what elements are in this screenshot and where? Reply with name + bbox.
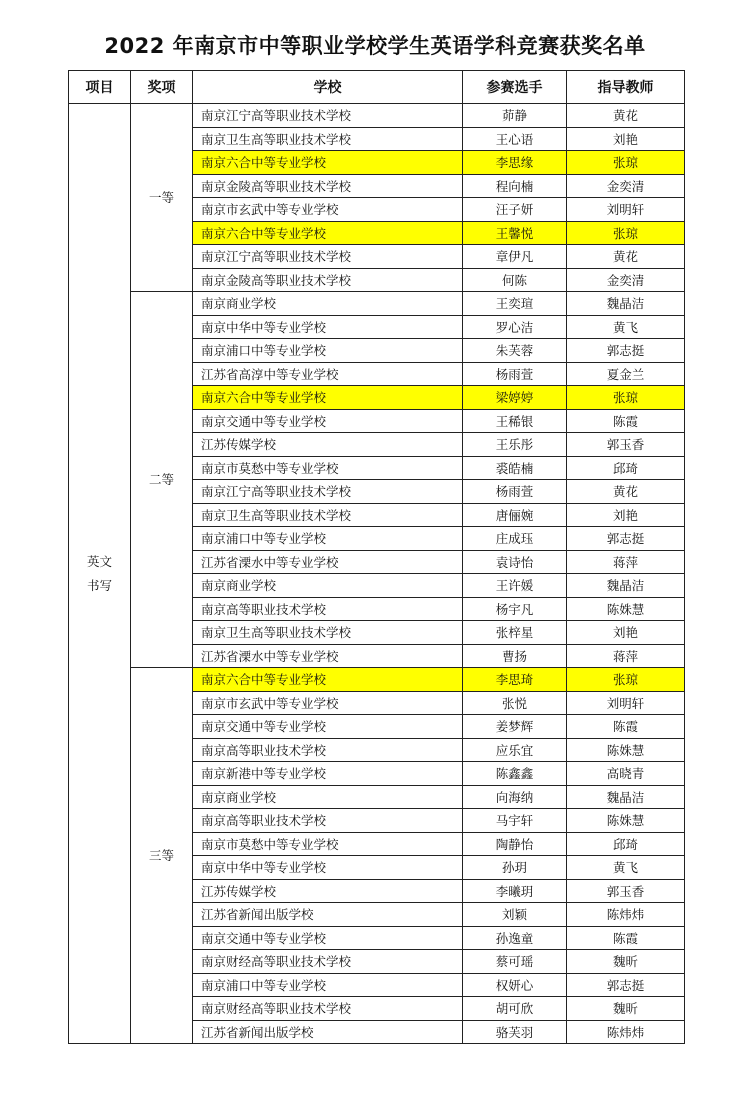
table-row	[69, 292, 685, 316]
school-cell: 南京六合中等专业学校	[193, 221, 463, 245]
teacher-cell: 魏昕	[567, 950, 685, 974]
teacher-cell: 刘艳	[567, 621, 685, 645]
school-cell: 南京六合中等专业学校	[193, 151, 463, 175]
school-cell: 南京六合中等专业学校	[193, 386, 463, 410]
school-cell: 南京市莫愁中等专业学校	[193, 832, 463, 856]
school-cell: 南京高等职业技术学校	[193, 809, 463, 833]
school-cell: 江苏传媒学校	[193, 879, 463, 903]
school-cell: 南京市莫愁中等专业学校	[193, 456, 463, 480]
teacher-cell: 陈霞	[567, 715, 685, 739]
school-cell: 南京卫生高等职业技术学校	[193, 621, 463, 645]
teacher-cell: 魏晶洁	[567, 292, 685, 316]
student-cell: 杨雨萱	[463, 480, 567, 504]
student-cell: 陈鑫鑫	[463, 762, 567, 786]
school-cell: 南京新港中等专业学校	[193, 762, 463, 786]
school-cell: 南京金陵高等职业技术学校	[193, 174, 463, 198]
teacher-cell: 刘艳	[567, 503, 685, 527]
student-cell: 章伊凡	[463, 245, 567, 269]
student-cell: 杨宇凡	[463, 597, 567, 621]
teacher-cell: 邱琦	[567, 456, 685, 480]
school-cell: 南京六合中等专业学校	[193, 668, 463, 692]
teacher-cell: 魏晶洁	[567, 574, 685, 598]
document-title: 2022 年南京市中等职业学校学生英语学科竞赛获奖名单	[104, 34, 646, 58]
student-cell: 茆静	[463, 104, 567, 128]
school-cell: 南京江宁高等职业技术学校	[193, 245, 463, 269]
header-award: 奖项	[131, 71, 193, 104]
student-cell: 杨雨萱	[463, 362, 567, 386]
student-cell: 马宇轩	[463, 809, 567, 833]
school-cell: 南京卫生高等职业技术学校	[193, 127, 463, 151]
student-cell: 唐俪婉	[463, 503, 567, 527]
student-cell: 裘皓楠	[463, 456, 567, 480]
header-student: 参赛选手	[463, 71, 567, 104]
school-cell: 江苏省溧水中等专业学校	[193, 644, 463, 668]
teacher-cell: 郭玉香	[567, 433, 685, 457]
school-cell: 南京财经高等职业技术学校	[193, 997, 463, 1021]
teacher-cell: 陈姝慧	[567, 597, 685, 621]
teacher-cell: 张琼	[567, 221, 685, 245]
teacher-cell: 郭志挺	[567, 973, 685, 997]
student-cell: 骆芙羽	[463, 1020, 567, 1044]
school-cell: 南京商业学校	[193, 785, 463, 809]
teacher-cell: 蒋萍	[567, 550, 685, 574]
school-cell: 南京交通中等专业学校	[193, 409, 463, 433]
student-cell: 李思琦	[463, 668, 567, 692]
header-school: 学校	[193, 71, 463, 104]
teacher-cell: 黄花	[567, 480, 685, 504]
teacher-cell: 刘艳	[567, 127, 685, 151]
teacher-cell: 邱琦	[567, 832, 685, 856]
school-cell: 南京江宁高等职业技术学校	[193, 480, 463, 504]
school-cell: 南京金陵高等职业技术学校	[193, 268, 463, 292]
teacher-cell: 黄飞	[567, 856, 685, 880]
student-cell: 张悦	[463, 691, 567, 715]
teacher-cell: 魏昕	[567, 997, 685, 1021]
student-cell: 袁诗怡	[463, 550, 567, 574]
school-cell: 南京市玄武中等专业学校	[193, 691, 463, 715]
school-cell: 南京浦口中等专业学校	[193, 339, 463, 363]
student-cell: 李思缘	[463, 151, 567, 175]
teacher-cell: 蒋萍	[567, 644, 685, 668]
student-cell: 罗心洁	[463, 315, 567, 339]
teacher-cell: 魏晶洁	[567, 785, 685, 809]
school-cell: 南京浦口中等专业学校	[193, 527, 463, 551]
header-teacher: 指导教师	[567, 71, 685, 104]
teacher-cell: 郭玉香	[567, 879, 685, 903]
teacher-cell: 张琼	[567, 151, 685, 175]
teacher-cell: 金奕清	[567, 268, 685, 292]
student-cell: 王乐彤	[463, 433, 567, 457]
school-cell: 南京浦口中等专业学校	[193, 973, 463, 997]
student-cell: 陶静怡	[463, 832, 567, 856]
school-cell: 南京商业学校	[193, 574, 463, 598]
school-cell: 南京高等职业技术学校	[193, 597, 463, 621]
student-cell: 权妍心	[463, 973, 567, 997]
student-cell: 胡可欣	[463, 997, 567, 1021]
student-cell: 孙玥	[463, 856, 567, 880]
teacher-cell: 陈霞	[567, 409, 685, 433]
student-cell: 应乐宜	[463, 738, 567, 762]
teacher-cell: 金奕清	[567, 174, 685, 198]
teacher-cell: 夏金兰	[567, 362, 685, 386]
header-project: 项目	[69, 71, 131, 104]
student-cell: 王稀银	[463, 409, 567, 433]
teacher-cell: 黄飞	[567, 315, 685, 339]
awards-table	[68, 70, 685, 1044]
teacher-cell: 刘明轩	[567, 198, 685, 222]
student-cell: 庄成珏	[463, 527, 567, 551]
student-cell: 王奕瑄	[463, 292, 567, 316]
student-cell: 李曦玥	[463, 879, 567, 903]
table-header-row	[69, 71, 685, 104]
teacher-cell: 陈霞	[567, 926, 685, 950]
student-cell: 王馨悦	[463, 221, 567, 245]
school-cell: 南京交通中等专业学校	[193, 715, 463, 739]
teacher-cell: 郭志挺	[567, 527, 685, 551]
teacher-cell: 高晓青	[567, 762, 685, 786]
teacher-cell: 陈炜炜	[567, 903, 685, 927]
school-cell: 江苏传媒学校	[193, 433, 463, 457]
teacher-cell: 张琼	[567, 668, 685, 692]
school-cell: 南京中华中等专业学校	[193, 315, 463, 339]
table-row	[69, 104, 685, 128]
school-cell: 江苏省新闻出版学校	[193, 1020, 463, 1044]
school-cell: 南京中华中等专业学校	[193, 856, 463, 880]
student-cell: 程向楠	[463, 174, 567, 198]
school-cell: 南京江宁高等职业技术学校	[193, 104, 463, 128]
award-level-cell: 一等	[131, 104, 193, 292]
table-row	[69, 668, 685, 692]
student-cell: 王心语	[463, 127, 567, 151]
school-cell: 南京交通中等专业学校	[193, 926, 463, 950]
student-cell: 张梓星	[463, 621, 567, 645]
teacher-cell: 郭志挺	[567, 339, 685, 363]
teacher-cell: 陈姝慧	[567, 738, 685, 762]
student-cell: 王许媛	[463, 574, 567, 598]
student-cell: 姜梦辉	[463, 715, 567, 739]
teacher-cell: 张琼	[567, 386, 685, 410]
school-cell: 南京卫生高等职业技术学校	[193, 503, 463, 527]
student-cell: 刘颖	[463, 903, 567, 927]
project-cell: 英文 书写	[69, 104, 131, 1044]
student-cell: 曹扬	[463, 644, 567, 668]
school-cell: 南京市玄武中等专业学校	[193, 198, 463, 222]
award-level-cell: 二等	[131, 292, 193, 668]
school-cell: 南京商业学校	[193, 292, 463, 316]
student-cell: 朱芙蓉	[463, 339, 567, 363]
student-cell: 梁婷婷	[463, 386, 567, 410]
award-level-cell: 三等	[131, 668, 193, 1044]
student-cell: 向海纳	[463, 785, 567, 809]
teacher-cell: 黄花	[567, 104, 685, 128]
student-cell: 蔡可瑶	[463, 950, 567, 974]
school-cell: 江苏省新闻出版学校	[193, 903, 463, 927]
school-cell: 南京高等职业技术学校	[193, 738, 463, 762]
teacher-cell: 陈炜炜	[567, 1020, 685, 1044]
school-cell: 南京财经高等职业技术学校	[193, 950, 463, 974]
teacher-cell: 刘明轩	[567, 691, 685, 715]
teacher-cell: 陈姝慧	[567, 809, 685, 833]
student-cell: 汪子妍	[463, 198, 567, 222]
teacher-cell: 黄花	[567, 245, 685, 269]
student-cell: 孙逸童	[463, 926, 567, 950]
student-cell: 何陈	[463, 268, 567, 292]
school-cell: 江苏省溧水中等专业学校	[193, 550, 463, 574]
awards-table-body	[69, 104, 685, 1044]
school-cell: 江苏省高淳中等专业学校	[193, 362, 463, 386]
